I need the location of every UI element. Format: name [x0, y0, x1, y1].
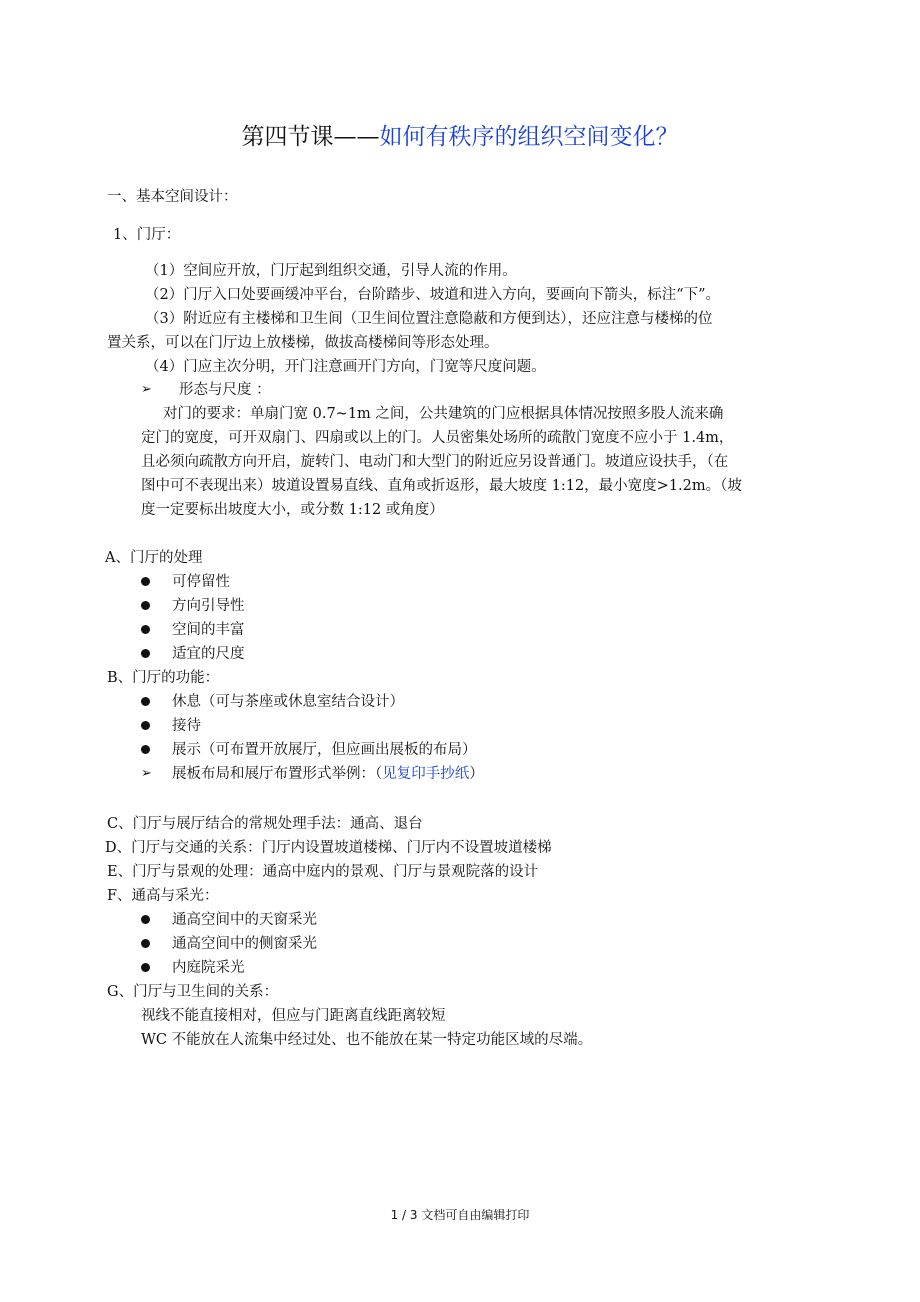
filled-circle-bullet-icon	[141, 721, 150, 730]
door-requirement-line-4: 图中可不表现出来）坡道设置易直线、直角或折返形，最大坡度 1:12，最小宽度>1.2m。（坡	[141, 478, 742, 494]
filled-circle-bullet-icon	[141, 601, 150, 610]
section-heading-height-light: F、通高与采光：	[107, 888, 219, 904]
lobby-item-3: （3）附近应有主楼梯和卫生间（卫生间位置注意隐蔽和方便到达），还应注意与楼梯的位	[145, 311, 713, 327]
photocopy-reference-link[interactable]: 见复印手抄纸	[382, 766, 470, 782]
arrowhead-bullet-icon: ➢	[141, 382, 152, 397]
list-item: 接待	[172, 718, 201, 734]
restroom-line-2: WC 不能放在人流集中经过处、也不能放在某一特定功能区域的尽端。	[141, 1032, 593, 1048]
section-e-line: E、门厅与景观的处理：通高中庭内的景观、门厅与景观院落的设计	[107, 864, 539, 880]
list-item: 休息（可与茶座或休息室结合设计）	[172, 694, 404, 710]
restroom-line-1: 视线不能直接相对，但应与门距离直线距离较短	[141, 1008, 446, 1024]
page-footer: 1 / 3 文档可自由编辑打印	[390, 1208, 530, 1222]
filled-circle-bullet-icon	[141, 649, 150, 658]
list-item: 适宜的尺度	[172, 646, 245, 662]
title-prefix: 第四节课——	[241, 124, 380, 150]
filled-circle-bullet-icon	[141, 697, 150, 706]
section-d-line: D、门厅与交通的关系：门厅内设置坡道楼梯、门厅内不设置坡道楼梯	[105, 840, 552, 856]
filled-circle-bullet-icon	[141, 939, 150, 948]
filled-circle-bullet-icon	[141, 745, 150, 754]
list-item: 空间的丰富	[172, 622, 245, 638]
page-title	[0, 122, 920, 152]
lobby-item-4: （4）门应主次分明，开门注意画开门方向，门宽等尺度问题。	[145, 359, 546, 375]
list-item: 展示（可布置开放展厅，但应画出展板的布局）	[172, 742, 477, 758]
lobby-item-2: （2）门厅入口处要画缓冲平台，台阶踏步、坡道和进入方向，要画向下箭头，标注“下”。	[145, 287, 721, 303]
form-and-scale-label: 形态与尺度 ：	[179, 382, 271, 398]
list-item-exhibition-layout	[172, 764, 484, 784]
arrowhead-bullet-icon: ➢	[141, 766, 152, 781]
section-heading-basic-space: 一、基本空间设计：	[107, 189, 238, 205]
section-heading-lobby-treatment: A、门厅的处理	[105, 550, 203, 566]
list-item: 通高空间中的侧窗采光	[172, 936, 317, 952]
section-heading-lobby-restroom: G、门厅与卫生间的关系：	[107, 984, 279, 1000]
exhibition-layout-prefix: 展板布局和展厅布置形式举例：（	[172, 766, 383, 782]
filled-circle-bullet-icon	[141, 577, 150, 586]
filled-circle-bullet-icon	[141, 963, 150, 972]
filled-circle-bullet-icon	[141, 915, 150, 924]
exhibition-layout-suffix: ）	[469, 766, 484, 782]
door-requirement-line-1: 对门的要求：单扇门宽 0.7~1m 之间，公共建筑的门应根据具体情况按照多股人流来确	[163, 406, 724, 422]
door-requirement-line-5: 度一定要标出坡度大小，或分数 1:12 或角度）	[141, 502, 444, 518]
title-main: 如何有秩序的组织空间变化？	[379, 124, 679, 150]
list-item: 内庭院采光	[172, 960, 245, 976]
door-requirement-line-3: 且必须向疏散方向开启，旋转门、电动门和大型门的附近应另设普通门。坡道应设扶手，（在	[141, 454, 729, 470]
lobby-item-3-cont: 置关系，可以在门厅边上放楼梯，做拔高楼梯间等形态处理。	[107, 335, 499, 351]
door-requirement-line-2: 定门的宽度，可开双扇门、四扇或以上的门。人员密集处场所的疏散门宽度不应小于 1.4m，	[141, 430, 734, 446]
section-c-line: C、门厅与展厅结合的常规处理手法：通高、退台	[107, 816, 423, 832]
filled-circle-bullet-icon	[141, 625, 150, 634]
section-heading-lobby-function: B、门厅的功能：	[107, 670, 220, 686]
subsection-heading-lobby: 1、门厅：	[113, 227, 181, 243]
lobby-item-1: （1）空间应开放，门厅起到组织交通，引导人流的作用。	[145, 263, 517, 279]
list-item: 可停留性	[172, 574, 230, 590]
list-item: 通高空间中的天窗采光	[172, 912, 317, 928]
list-item: 方向引导性	[172, 598, 245, 614]
